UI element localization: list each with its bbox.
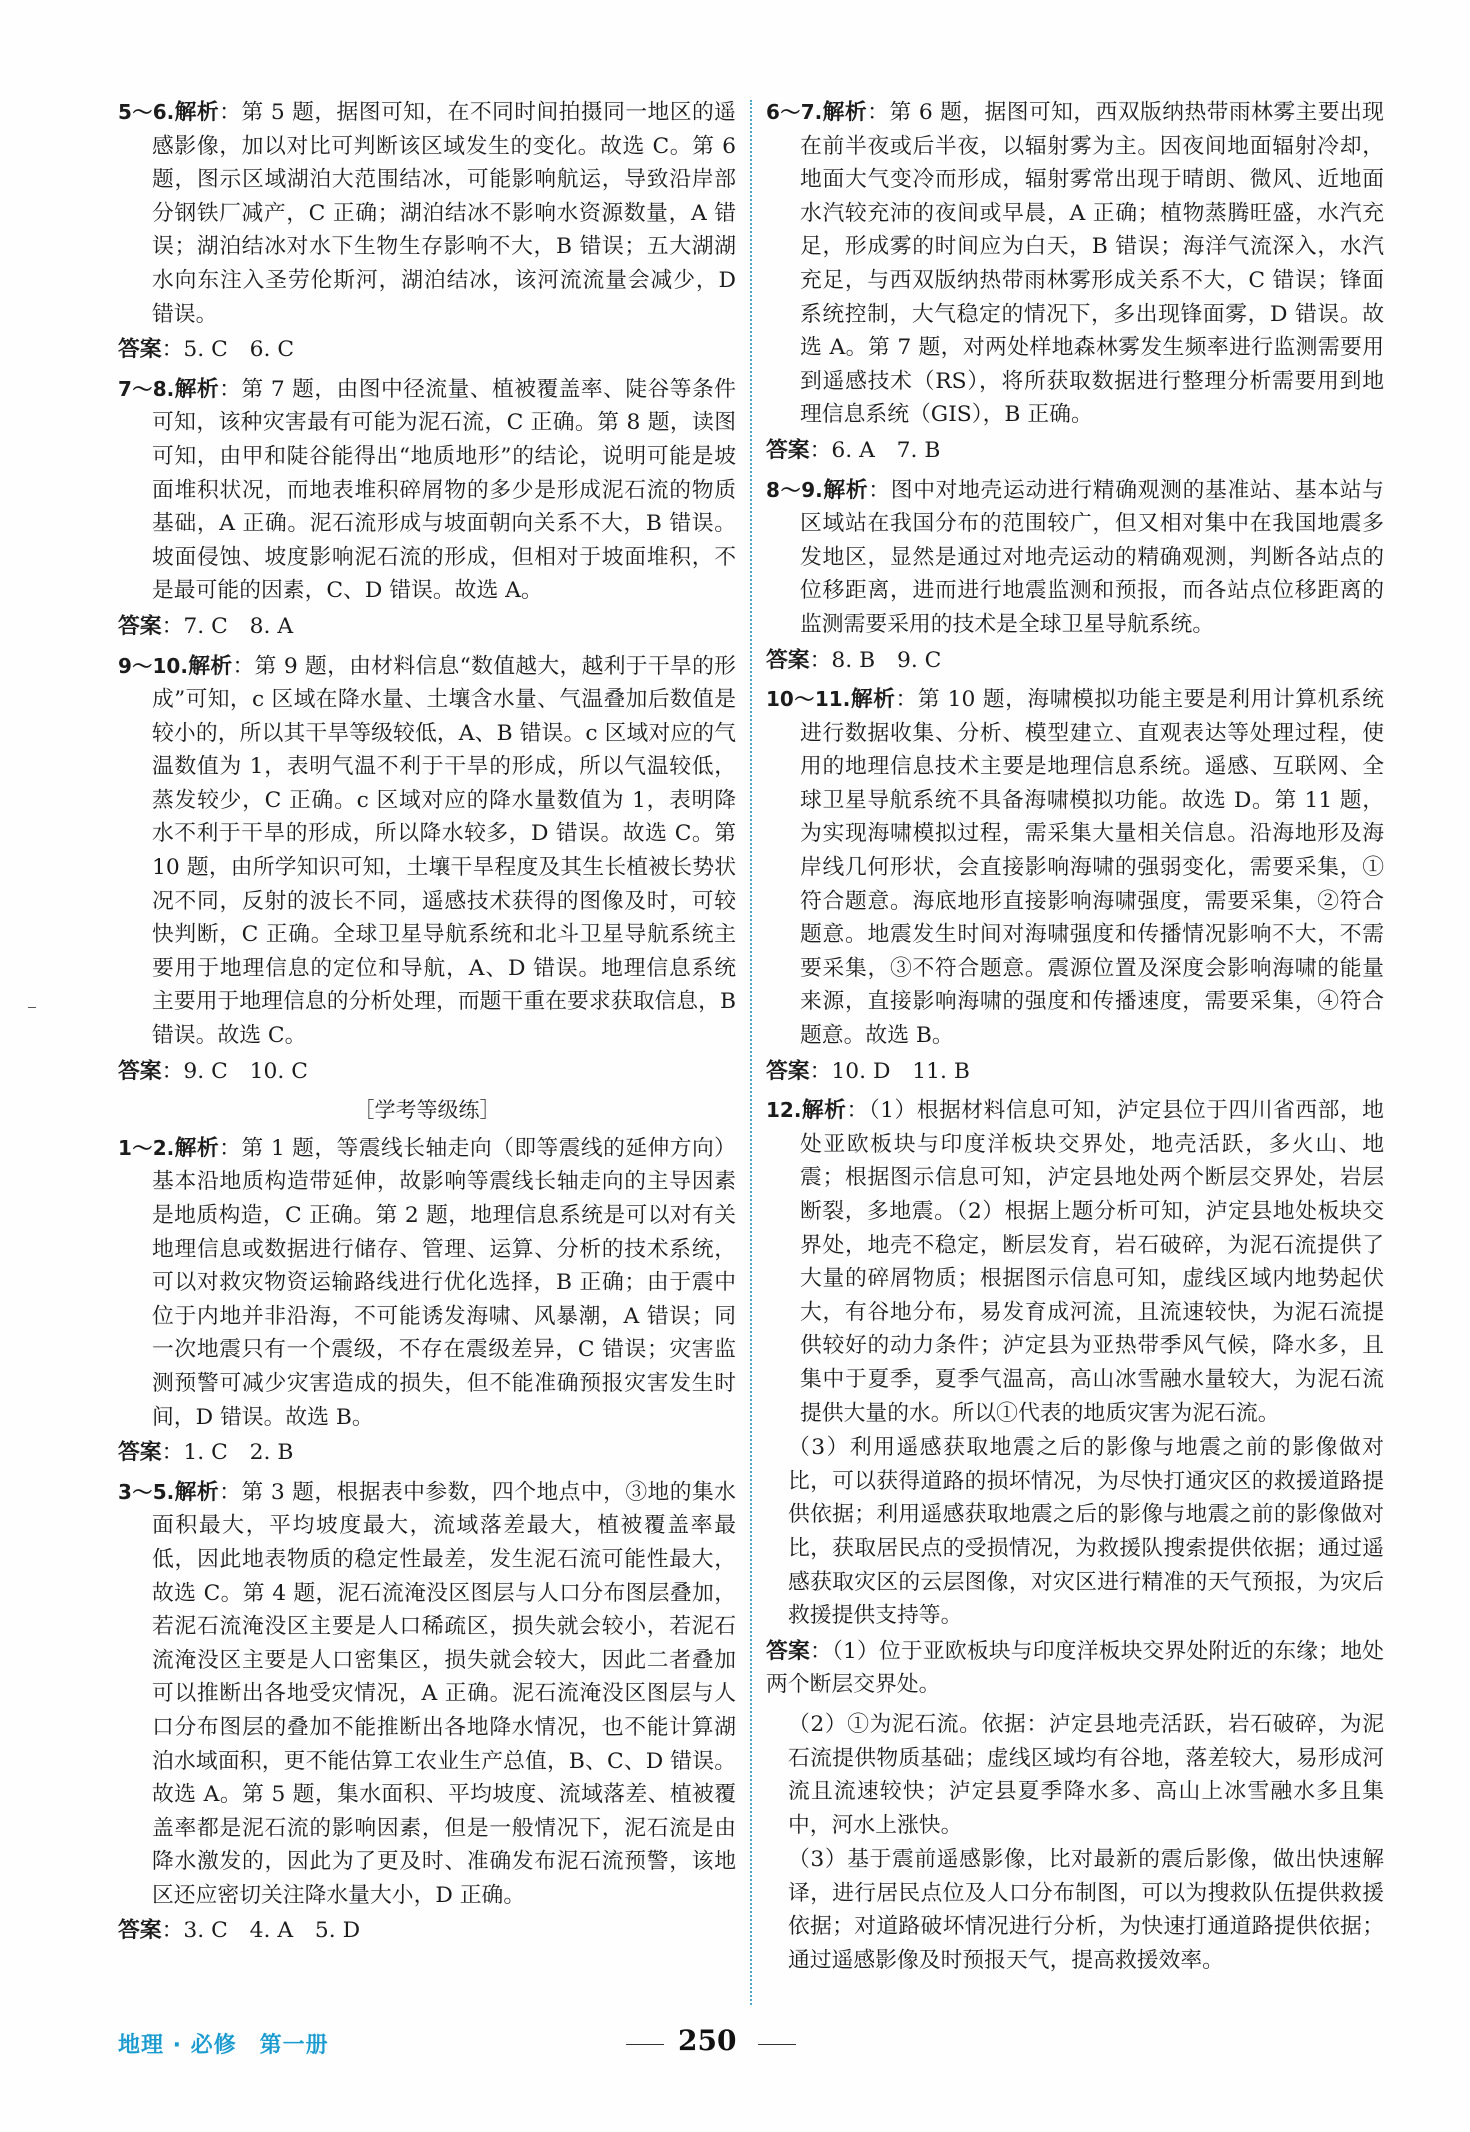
answer-label: 答案	[766, 437, 810, 463]
q1-2-answer	[118, 1436, 736, 1470]
explanation-label: 解析	[174, 1479, 220, 1505]
q8-9-explanation	[766, 474, 1384, 642]
page-number: 250	[678, 2024, 737, 2057]
explanation-label: 解析	[822, 477, 869, 503]
explanation-label: 解析	[174, 376, 220, 402]
explanation-text: ：图中对地壳运动进行精确观测的基准站、基本站与区域站在我国分布的范围较广，但又相对集中在我国地震多发地区，显然是通过对地壳运动的精确观测，判断各站点的位移距离，进而进行地震监测和预报，而各站点位移距离的监测需要采用的技术是全球卫星导航系统。	[800, 477, 1384, 637]
answer-text: ：10. D 11. B	[809, 1058, 970, 1084]
q12-explanation	[766, 1094, 1384, 1430]
right-column	[766, 96, 1384, 1979]
section-title: ［学考等级练］	[353, 1098, 501, 1123]
explanation-text: ：第 3 题，根据表中参数，四个地点中，③地的集水面积最大，平均坡度最大，流域落差最大，植被覆盖率最低，因此地表物质的稳定性最差，发生泥石流可能性最大，故选 C。第 4 题，泥石流淹没区图层与人口分布图层叠加，若泥石流淹没区主要是人口稀疏区，损失就会较小，若泥石流淹没区主要是人口密集区，损失就会较大，因此二者叠加可以推断出各地受灾情况，A 正确。泥石流淹没区图层与人口分布图层的叠加不能推断出各地降水情况，也不能计算湖泊水域面积，更不能估算工农业生产总值，B、C、D 错误。故选 A。第 5 题，集水面积、平均坡度、流域落差、植被覆盖率都是泥石流的影响因素，但是一般情况下，泥石流是由降水激发的，因此为了更及时、准确发布泥石流预警，该地区还应密切关注降水量大小，D 正确。	[152, 1479, 736, 1908]
answer-label: 答案	[118, 1440, 162, 1466]
answer-text: ：9. C 10. C	[161, 1058, 308, 1084]
q5-6-answer	[118, 333, 736, 367]
answer-label: 答案	[766, 1058, 810, 1084]
q12-answer	[766, 1635, 1384, 1702]
q10-11-explanation	[766, 683, 1384, 1053]
q12-answer-part3: （3）基于震前遥感影像，比对最新的震后影像，做出快速解译，进行居民点位及人口分布制图，可以为搜救队伍提供救援依据；对道路破坏情况进行分析，为快速打通道路提供依据；通过遥感影像及时预报天气，提高救援效率。	[788, 1847, 1384, 1974]
footer-subject: 地理 · 必修 第一册	[118, 2033, 329, 2058]
answer-text: ：（1）位于亚欧板块与印度洋板块交界处附近的东缘；地处两个断层交界处。	[766, 1638, 1384, 1698]
q9-10-explanation	[118, 650, 736, 1053]
q7-8-answer	[118, 610, 736, 644]
answer-label: 答案	[766, 647, 810, 673]
question-number: 5～6.	[118, 100, 175, 124]
page-number-dash-right	[758, 2044, 796, 2045]
answer-text: ：3. C 4. A 5. D	[161, 1918, 361, 1944]
explanation-text: ：第 10 题，海啸模拟功能主要是利用计算机系统进行数据收集、分析、模型建立、直观表达等处理过程，使用的地理信息技术主要是地理信息系统。遥感、互联网、全球卫星导航系统不具备海啸模拟功能。故选 D。第 11 题，为实现海啸模拟过程，需采集大量相关信息。沿海地形及海岸线几何形状，会直接影响海啸的强弱变化，需要采集，①符合题意。海底地形直接影响海啸强度，需要采集，②符合题意。地震发生时间对海啸强度和传播情况影响不大，不需要采集，③不符合题意。震源位置及深度会影响海啸的能量来源，直接影响海啸的强度和传播速度，需要采集，④符合题意。故选 B。	[800, 687, 1384, 1049]
question-number: 3～5.	[118, 1479, 175, 1504]
question-number: 12.	[766, 1098, 802, 1123]
q3-5-answer	[118, 1914, 736, 1948]
q5-6-explanation	[118, 96, 736, 331]
page-footer	[118, 2024, 1384, 2068]
q8-9-answer	[766, 644, 1384, 678]
explanation-text: ：第 9 题，由材料信息“数值越大，越利于干旱的形成”可知，c 区域在降水量、土壤含水量、气温叠加后数值是较小的，所以其干旱等级较低，A、B 错误。c 区域对应的气温数值为 1，表明气温不利于干旱的形成，所以气温较低，蒸发较少，C 正确。c 区域对应的降水量数值为 1，表明降水不利于干旱的形成，所以降水较多，D 错误。故选 C。第 10 题，由所学知识可知，土壤干旱程度及其生长植被长势状况不同，反射的波长不同，遥感技术获得的图像及时，可较快判断，C 正确。全球卫星导航系统和北斗卫星导航系统主要用于地理信息的定位和导航，A、D 错误。地理信息系统主要用于地理信息的分析处理，而题干重在要求获取信息，B 错误。故选 C。	[152, 653, 736, 1049]
question-number: 9～10.	[118, 653, 188, 678]
explanation-label: 解析	[174, 100, 220, 125]
column-divider	[750, 100, 752, 2005]
left-column	[118, 96, 736, 1954]
question-number: 6～7.	[766, 100, 823, 124]
explanation-text: ：第 6 题，据图可知，西双版纳热带雨林雾主要出现在前半夜或后半夜，以辐射雾为主。因夜间地面辐射冷却，地面大气变冷而形成，辐射雾常出现于晴朗、微风、近地面水汽较充沛的夜间或早晨，A 正确；植物蒸腾旺盛，水汽充足，形成雾的时间应为白天，B 错误；海洋气流深入，水汽充足，与西双版纳热带雨林雾形成关系不大，C 错误；锋面系统控制，大气稳定的情况下，多出现锋面雾，D 错误。故选 A。第 7 题，对两处样地森林雾发生频率进行监测需要用到遥感技术（RS），将所获取数据进行整理分析需要用到地理信息系统（GIS），B 正确。	[800, 100, 1384, 428]
explanation-label: 解析	[801, 1098, 847, 1124]
answer-label: 答案	[118, 1918, 162, 1944]
answer-text: ：8. B 9. C	[809, 647, 942, 673]
answer-text: ：1. C 2. B	[161, 1440, 294, 1466]
q1-2-explanation	[118, 1132, 736, 1434]
question-number: 8～9.	[766, 477, 823, 502]
answer-text: ：7. C 8. A	[161, 613, 294, 639]
question-number: 1～2.	[118, 1135, 175, 1160]
explanation-label: 解析	[822, 100, 868, 125]
explanation-label: 解析	[850, 687, 896, 713]
explanation-label: 解析	[174, 1135, 220, 1161]
q6-7-answer	[766, 434, 1384, 468]
explanation-text: ：第 7 题，由图中径流量、植被覆盖率、陡谷等条件可知，该种灾害最有可能为泥石流，C 正确。第 8 题，读图可知，由甲和陡谷能得出“地质地形”的结论，说明可能是坡面堆积状况，而地表堆积碎屑物的多少是形成泥石流的物质基础，A 正确。泥石流形成与坡面朝向关系不大，B 错误。坡面侵蚀、坡度影响泥石流的形成，但相对于坡面堆积，不是最可能的因素，C、D 错误。故选 A。	[152, 376, 736, 604]
answer-text: ：5. C 6. C	[161, 337, 295, 363]
explanation-text: ：（1）根据材料信息可知，泸定县位于四川省西部，地处亚欧板块与印度洋板块交界处，地壳活跃，多火山、地震；根据图示信息可知，泸定县地处两个断层交界处，岩层断裂，多地震。（2）根据上题分析可知，泸定县地处板块交界处，地壳不稳定，断层发育，岩石破碎，为泥石流提供了大量的碎屑物质；根据图示信息可知，虚线区域内地势起伏大，有谷地分布，易发育成河流，且流速较快，为泥石流提供较好的动力条件；泸定县为亚热带季风气候，降水多，且集中于夏季，夏季气温高，高山冰雪融水量较大，为泥石流提供大量的水。所以①代表的地质灾害为泥石流。	[800, 1098, 1384, 1426]
answer-label: 答案	[118, 613, 162, 639]
q12-answer-part2: （2）①为泥石流。依据：泸定县地壳活跃，岩石破碎，为泥石流提供物质基础；虚线区域均有谷地，落差较大，易形成河流且流速较快；泸定县夏季降水多、高山上冰雪融水多且集中，河水上涨快。	[788, 1711, 1384, 1838]
q6-7-explanation	[766, 96, 1384, 432]
answer-label: 答案	[118, 337, 162, 363]
answer-text: ：6. A 7. B	[809, 437, 941, 463]
explanation-text: ：第 5 题，据图可知，在不同时间拍摄同一地区的遥感影像，加以对比可判断该区域发生的变化。故选 C。第 6 题，图示区域湖泊大范围结冰，可能影响航运，导致沿岸部分钢铁厂减产，C 正确；湖泊结冰不影响水资源数量，A 错误；湖泊结冰对水下生物生存影响不大，B 错误；五大湖湖水向东注入圣劳伦斯河，湖泊结冰，该河流流量会减少，D 错误。	[152, 100, 736, 327]
explanation-text: ：第 1 题，等震线长轴走向（即等震线的延伸方向）基本沿地质构造带延伸，故影响等震线长轴走向的主导因素是地质构造，C 正确。第 2 题，地理信息系统是可以对有关地理信息或数据进行储存、管理、运算、分析的技术系统，可以对救灾物资运输路线进行优化选择，B 正确；由于震中位于内地并非沿海，不可能诱发海啸、风暴潮，A 错误；同一次地震只有一个震级，不存在震级差异，C 错误；灾害监测预警可减少灾害造成的损失，但不能准确预报灾害发生时间，D 错误。故选 B。	[152, 1135, 736, 1430]
q9-10-answer	[118, 1055, 736, 1089]
q3-5-explanation	[118, 1476, 736, 1913]
q12-explanation-part3: （3）利用遥感获取地震之后的影像与地震之前的影像做对比，可以获得道路的损坏情况，为尽快打通灾区的救援道路提供依据；利用遥感获取地震之后的影像与地震之前的影像做对比，获取居民点的受损情况，为救援队搜索提供依据；通过遥感获取灾区的云层图像，对灾区进行精准的天气预报，为灾后救援提供支持等。	[788, 1435, 1384, 1629]
q7-8-explanation	[118, 373, 736, 608]
page-number-dash-left	[626, 2044, 664, 2045]
question-number: 10～11.	[766, 687, 851, 712]
question-number: 7～8.	[118, 376, 175, 401]
margin-tick	[28, 1007, 36, 1008]
q10-11-answer	[766, 1055, 1384, 1089]
answer-label: 答案	[118, 1058, 162, 1084]
answer-label: 答案	[766, 1638, 810, 1664]
explanation-label: 解析	[187, 653, 233, 679]
